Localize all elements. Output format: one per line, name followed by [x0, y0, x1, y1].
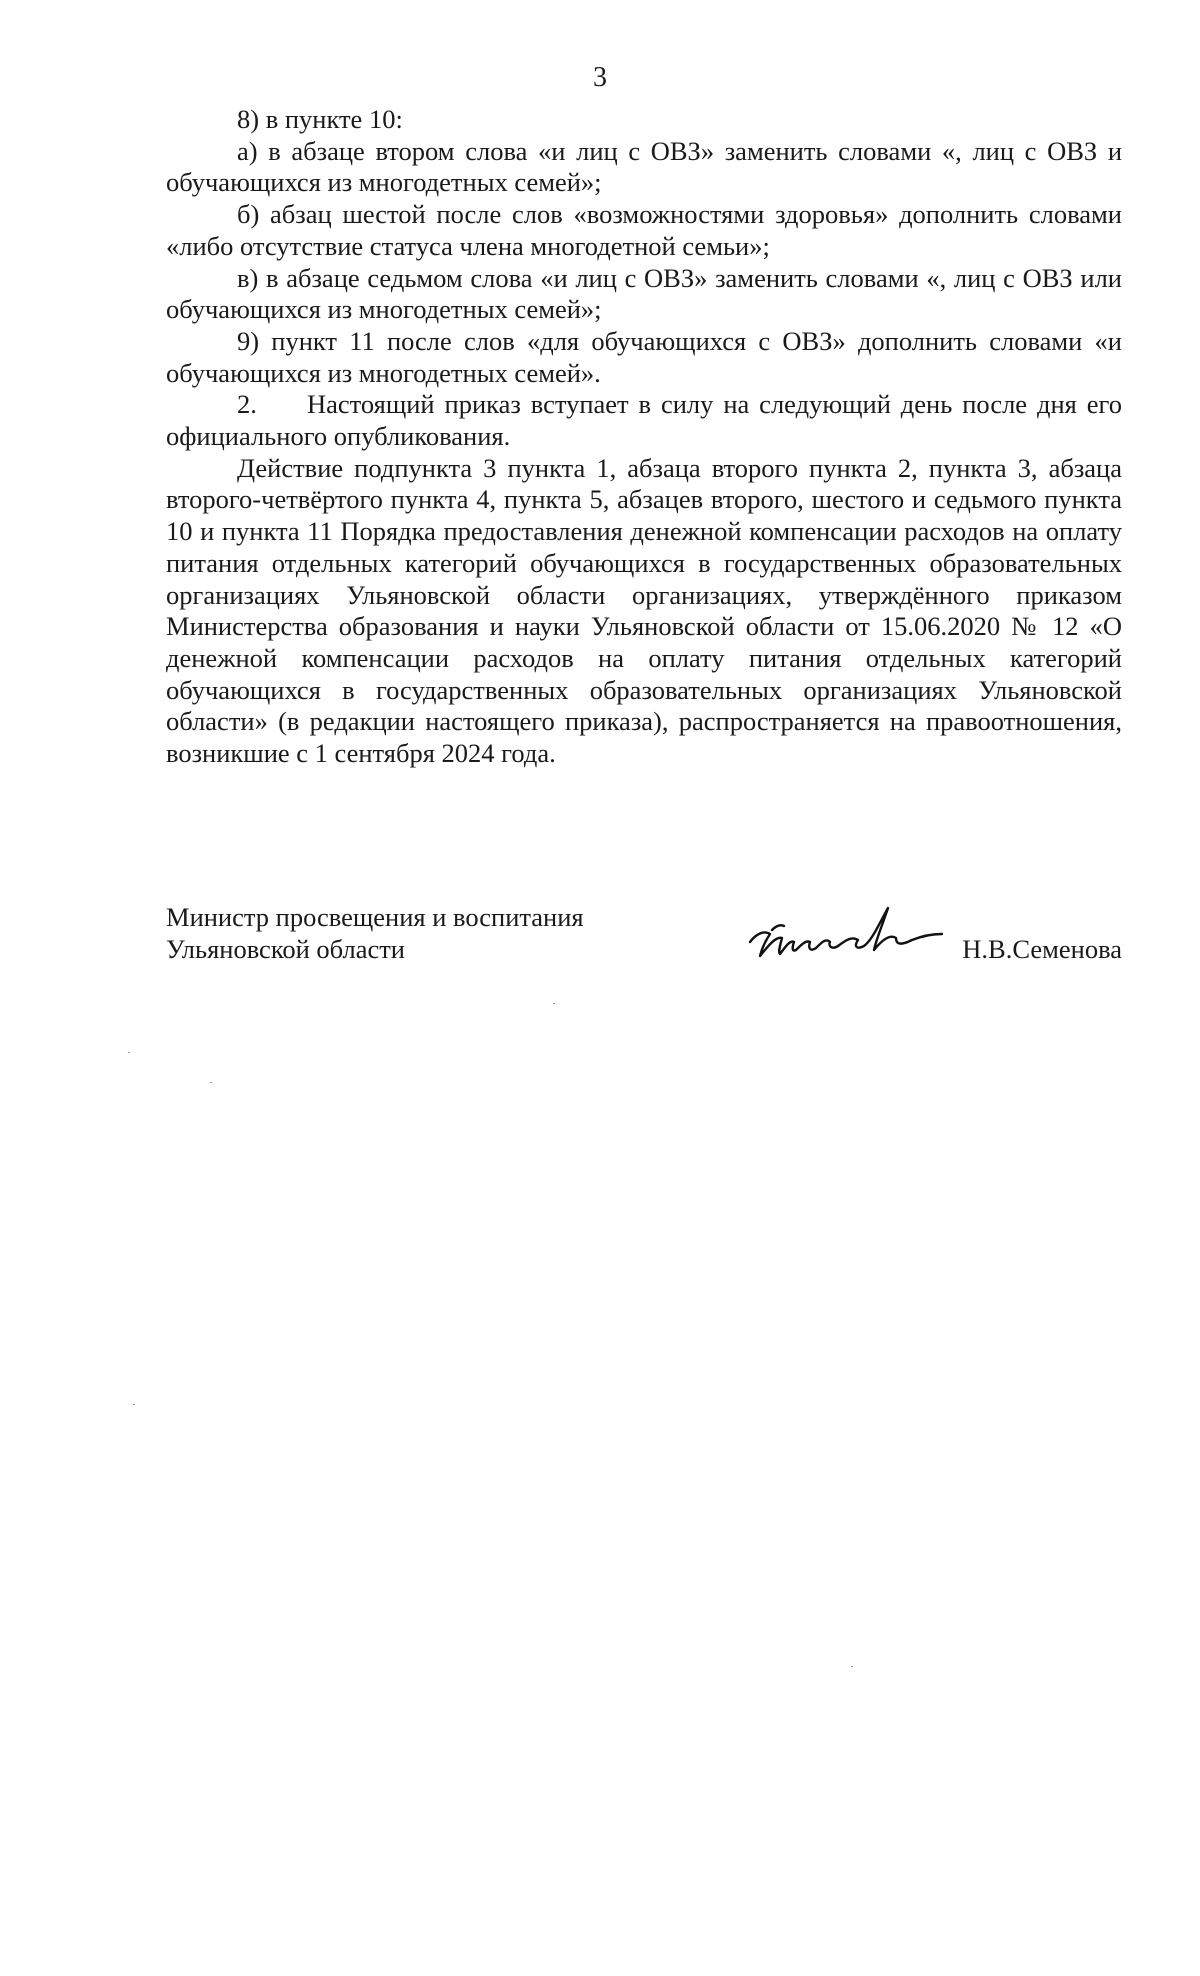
- handwritten-signature: [746, 890, 946, 970]
- signatory-name: Н.В.Семенова: [962, 934, 1122, 964]
- scan-speck: [133, 1404, 135, 1405]
- signatory-title-line-2: Ульяновской области: [166, 933, 405, 964]
- item-2-text: Настоящий приказ вступает в силу на следующий день после дня его официального опубликования.: [166, 389, 1122, 452]
- paragraph-item-8a: а) в абзаце втором слова «и лиц с ОВЗ» заменить словами «, лиц с ОВЗ и обучающихся из многодетных семей»;: [166, 135, 1122, 198]
- paragraph-item-8: 8) в пункте 10:: [237, 104, 403, 134]
- scan-speck: [128, 1052, 130, 1053]
- paragraph-item-9: 9) пункт 11 после слов «для обучающихся с ОВЗ» дополнить словами «и обучающихся из многодетных семей».: [166, 325, 1122, 388]
- signatory-title: [166, 902, 686, 965]
- document-body: [166, 104, 1122, 770]
- item-2-number: 2.: [237, 389, 257, 420]
- paragraph-item-2: [166, 389, 1122, 452]
- scan-speck: [553, 1003, 555, 1004]
- paragraph-item-8b: б) абзац шестой после слов «возможностями здоровья» дополнить словами «либо отсутствие статуса члена многодетной семьи»;: [166, 199, 1122, 261]
- scan-speck: [851, 1666, 853, 1667]
- paragraph-effective-clause: Действие подпункта 3 пункта 1, абзаца второго пункта 2, пункта 3, абзаца второго-четвёртого пункта 4, пункта 5, абзацев второго, шестого и седьмого пункта 10 и пункта 11 Порядка предоставления денежной компенсации расходов на оплату питания отдельных категорий обучающихся в государственных образовательных организациях Ульяновской области организациях, утверждённого приказом Министерства образования и науки Ульяновской области от 15.06.2020 № 12 «О денежной компенсации расходов на оплату питания отдельных категорий обучающихся в государственных образовательных организациях Ульяновской области» (в редакции настоящего приказа), распространяется на правоотношения, возникшие с 1 сентября 2024 года.: [166, 452, 1122, 769]
- page-number: 3: [593, 62, 607, 93]
- signatory-title-line-1: Министр просвещения и воспитания: [166, 902, 584, 932]
- signature-block: [166, 902, 1122, 972]
- paragraph-item-8c: в) в абзаце седьмом слова «и лиц с ОВЗ» заменить словами «, лиц с ОВЗ или обучающихся из многодетных семей»;: [166, 262, 1122, 325]
- scan-speck: [210, 1082, 212, 1083]
